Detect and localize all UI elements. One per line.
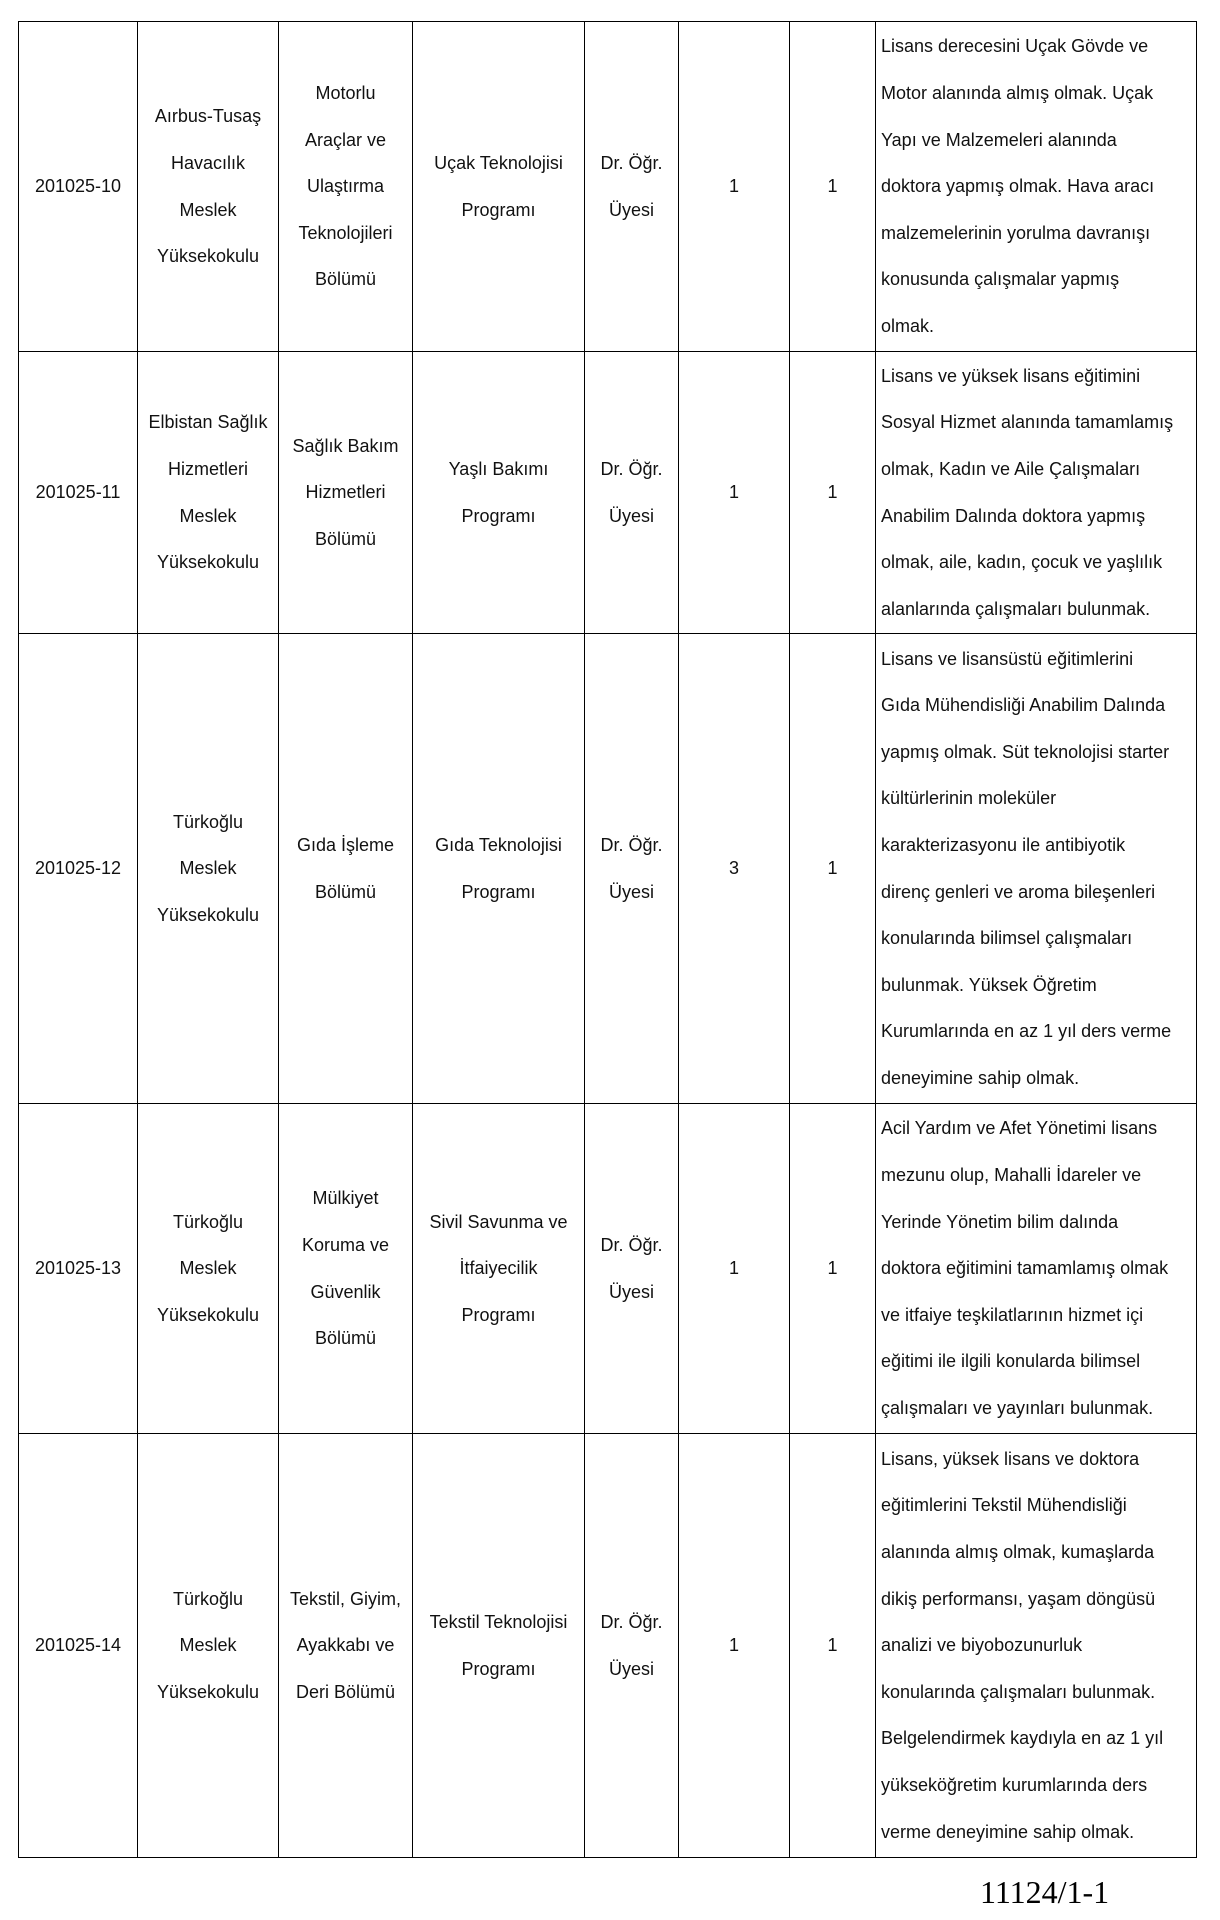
department-name-cell: [279, 634, 413, 1104]
unit-name-cell: [138, 22, 279, 352]
academic-title-line: Üyesi: [608, 1658, 654, 1679]
requirements-cell: [876, 1104, 1197, 1434]
department-name-line: Ulaştırma: [306, 176, 384, 197]
department-name-line: Mülkiyet: [312, 1188, 379, 1209]
department-name-cell: [279, 22, 413, 352]
requirements-line: Lisans derecesini Uçak Gövde ve: [881, 36, 1149, 57]
unit-name-line: Meslek: [179, 858, 237, 879]
department-name-line: Tekstil, Giyim,: [289, 1588, 401, 1609]
table-row: [19, 1104, 1197, 1434]
department-name-line: Bölümü: [314, 269, 377, 290]
requirements-line: Gıda Mühendisliği Anabilim Dalında: [881, 695, 1166, 716]
program-name-line: Uçak Teknolojisi: [434, 152, 563, 173]
requirements-cell: [876, 22, 1197, 352]
academic-title-cell: [585, 1104, 679, 1434]
unit-name-line: Yüksekokulu: [156, 246, 260, 267]
academic-title-line: Üyesi: [608, 881, 654, 902]
requirements-line: doktora eğitimini tamamlamış olmak: [881, 1258, 1169, 1279]
unit-name-line: Meslek: [179, 1258, 237, 1279]
requirements-line: doktora yapmış olmak. Hava aracı: [881, 176, 1155, 197]
quantity-cell: 1: [790, 22, 876, 352]
unit-name-cell: [138, 1104, 279, 1434]
department-name-line: Hizmetleri: [305, 482, 386, 503]
unit-name-line: Meslek: [179, 1635, 237, 1656]
academic-title-cell: [585, 1434, 679, 1858]
unit-name-line: Meslek: [179, 199, 237, 220]
requirements-line: Lisans, yüksek lisans ve doktora: [881, 1448, 1140, 1469]
academic-title-line: Üyesi: [608, 199, 654, 220]
unit-name-cell: [138, 1434, 279, 1858]
program-name-line: Programı: [461, 1304, 536, 1325]
requirements-line: olmak.: [881, 315, 935, 336]
requirements-line: verme deneyimine sahip olmak.: [881, 1821, 1135, 1842]
quantity-cell: 1: [790, 352, 876, 634]
department-name-line: Motorlu: [315, 83, 376, 104]
program-name-line: Tekstil Teknolojisi: [429, 1611, 568, 1632]
academic-title-line: Dr. Öğr.: [600, 458, 663, 479]
requirements-line: konularında çalışmaları bulunmak.: [881, 1681, 1156, 1702]
requirements-cell: [876, 1434, 1197, 1858]
requirements-line: malzemelerinin yorulma davranışı: [881, 222, 1151, 243]
program-name-cell: [413, 352, 585, 634]
quantity-cell: 1: [790, 1104, 876, 1434]
listing-number-cell: 201025-11: [19, 352, 138, 634]
requirements-line: olmak, Kadın ve Aile Çalışmaları: [881, 458, 1141, 479]
requirements-line: Yerinde Yönetim bilim dalında: [881, 1211, 1119, 1232]
listing-number-cell: 201025-12: [19, 634, 138, 1104]
requirements-line: konusunda çalışmalar yapmış: [881, 269, 1120, 290]
program-name-line: İtfaiyecilik: [459, 1258, 538, 1279]
requirements-line: kültürlerinin moleküler: [881, 788, 1057, 809]
department-name-line: Bölümü: [314, 881, 377, 902]
quantity-cell: 1: [790, 1434, 876, 1858]
unit-name-line: Yüksekokulu: [156, 1681, 260, 1702]
academic-title-line: Dr. Öğr.: [600, 152, 663, 173]
table-row: [19, 1434, 1197, 1858]
requirements-line: Yapı ve Malzemeleri alanında: [881, 129, 1117, 150]
listing-number-cell: 201025-14: [19, 1434, 138, 1858]
listing-number-cell: 201025-10: [19, 22, 138, 352]
unit-name-line: Havacılık: [170, 152, 246, 173]
academic-title-cell: [585, 22, 679, 352]
department-name-cell: [279, 1434, 413, 1858]
requirements-line: Lisans ve lisansüstü eğitimlerini: [881, 648, 1134, 669]
academic-title-line: Dr. Öğr.: [600, 1234, 663, 1255]
requirements-line: Kurumlarında en az 1 yıl ders verme: [881, 1021, 1172, 1042]
position-listing-table: [18, 21, 1197, 1858]
department-name-cell: [279, 352, 413, 634]
program-name-cell: [413, 22, 585, 352]
requirements-line: Anabilim Dalında doktora yapmış: [881, 505, 1146, 526]
program-name-line: Programı: [461, 1658, 536, 1679]
requirements-line: konularında bilimsel çalışmaları: [881, 928, 1133, 949]
unit-name-line: Türkoğlu: [172, 1211, 244, 1232]
academic-title-line: Dr. Öğr.: [600, 834, 663, 855]
department-name-line: Deri Bölümü: [295, 1681, 396, 1702]
table-row: [19, 634, 1197, 1104]
requirements-cell: [876, 352, 1197, 634]
requirements-line: Sosyal Hizmet alanında tamamlamış: [881, 412, 1174, 433]
requirements-line: karakterizasyonu ile antibiyotik: [881, 834, 1126, 855]
requirements-line: alanında almış olmak, kumaşlarda: [881, 1542, 1155, 1563]
academic-title-cell: [585, 634, 679, 1104]
quantity-cell: 1: [790, 634, 876, 1104]
requirements-line: mezunu olup, Mahalli İdareler ve: [881, 1165, 1142, 1186]
program-name-line: Programı: [461, 881, 536, 902]
department-name-line: Güvenlik: [310, 1281, 381, 1302]
unit-name-line: Meslek: [179, 505, 237, 526]
unit-name-cell: [138, 352, 279, 634]
department-name-line: Sağlık Bakım: [292, 435, 399, 456]
requirements-line: eğitimi ile ilgili konularda bilimsel: [881, 1351, 1141, 1372]
program-name-line: Sivil Savunma ve: [429, 1211, 568, 1232]
degree-cell: 1: [679, 1104, 790, 1434]
requirements-line: deneyimine sahip olmak.: [881, 1067, 1080, 1088]
degree-cell: 3: [679, 634, 790, 1104]
listing-table-body: [19, 22, 1197, 1858]
degree-cell: 1: [679, 352, 790, 634]
department-name-line: Gıda İşleme: [296, 834, 395, 855]
requirements-line: olmak, aile, kadın, çocuk ve yaşlılık: [881, 552, 1163, 573]
program-name-line: Yaşlı Bakımı: [448, 458, 549, 479]
academic-title-cell: [585, 352, 679, 634]
page-number: 11124/1-1: [980, 1874, 1110, 1910]
department-name-line: Ayakkabı ve: [296, 1635, 395, 1656]
department-name-cell: [279, 1104, 413, 1434]
requirements-cell: [876, 634, 1197, 1104]
academic-title-line: Dr. Öğr.: [600, 1611, 663, 1632]
program-name-line: Programı: [461, 199, 536, 220]
requirements-line: Belgelendirmek kaydıyla en az 1 yıl: [881, 1728, 1164, 1749]
requirements-line: çalışmaları ve yayınları bulunmak.: [881, 1397, 1154, 1418]
program-name-cell: [413, 634, 585, 1104]
department-name-line: Araçlar ve: [304, 129, 387, 150]
degree-cell: 1: [679, 22, 790, 352]
requirements-line: analizi ve biyobozunurluk: [881, 1635, 1083, 1656]
program-name-cell: [413, 1434, 585, 1858]
requirements-line: bulunmak. Yüksek Öğretim: [881, 974, 1097, 995]
unit-name-line: Elbistan Sağlık: [148, 412, 268, 433]
unit-name-line: Yüksekokulu: [156, 552, 260, 573]
program-name-cell: [413, 1104, 585, 1434]
table-row: [19, 352, 1197, 634]
requirements-line: alanlarında çalışmaları bulunmak.: [881, 598, 1151, 619]
requirements-line: ve itfaiye teşkilatlarının hizmet içi: [881, 1304, 1144, 1325]
academic-title-line: Üyesi: [608, 505, 654, 526]
academic-title-line: Üyesi: [608, 1281, 654, 1302]
unit-name-line: Yüksekokulu: [156, 1304, 260, 1325]
requirements-line: Motor alanında almış olmak. Uçak: [881, 83, 1154, 104]
requirements-line: direnç genleri ve aroma bileşenleri: [881, 881, 1156, 902]
requirements-line: eğitimlerini Tekstil Mühendisliği: [881, 1495, 1127, 1516]
department-name-line: Bölümü: [314, 1328, 377, 1349]
department-name-line: Koruma ve: [301, 1234, 390, 1255]
requirements-line: yapmış olmak. Süt teknolojisi starter: [881, 741, 1170, 762]
department-name-line: Teknolojileri: [298, 222, 393, 243]
unit-name-cell: [138, 634, 279, 1104]
table-row: [19, 22, 1197, 352]
program-name-line: Gıda Teknolojisi: [435, 834, 562, 855]
unit-name-line: Yüksekokulu: [156, 904, 260, 925]
unit-name-line: Aırbus-Tusaş: [154, 106, 262, 127]
program-name-line: Programı: [461, 505, 536, 526]
requirements-line: Lisans ve yüksek lisans eğitimini: [881, 365, 1141, 386]
department-name-line: Bölümü: [314, 528, 377, 549]
listing-number-cell: 201025-13: [19, 1104, 138, 1434]
degree-cell: 1: [679, 1434, 790, 1858]
unit-name-line: Türkoğlu: [172, 811, 244, 832]
unit-name-line: Türkoğlu: [172, 1588, 244, 1609]
requirements-line: yükseköğretim kurumlarında ders: [881, 1774, 1148, 1795]
requirements-line: dikiş performansı, yaşam döngüsü: [881, 1588, 1156, 1609]
unit-name-line: Hizmetleri: [167, 458, 248, 479]
requirements-line: Acil Yardım ve Afet Yönetimi lisans: [881, 1118, 1158, 1139]
